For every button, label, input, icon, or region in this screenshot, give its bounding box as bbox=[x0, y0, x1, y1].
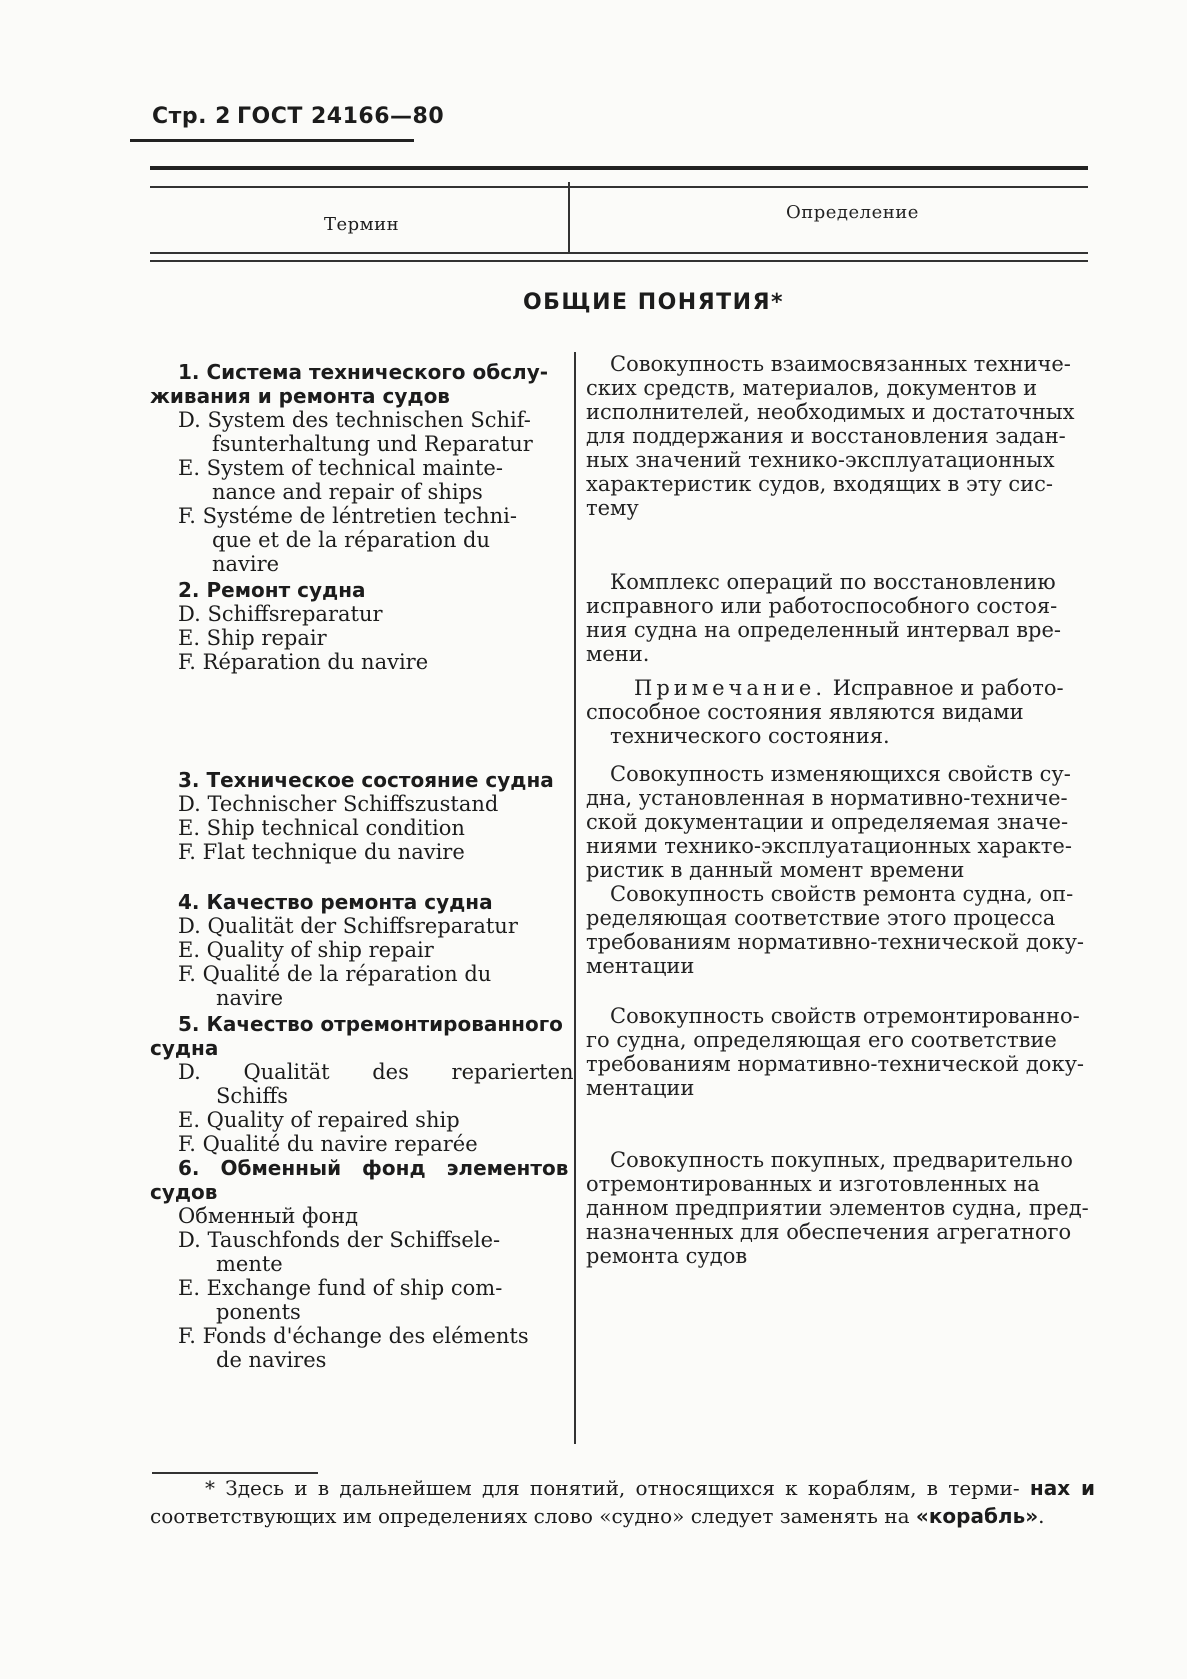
note-text: Исправное и работо- bbox=[826, 676, 1064, 700]
definition-line: назначенных для обеспечения агрегатного bbox=[586, 1220, 1072, 1244]
term-entry-2 bbox=[150, 578, 550, 674]
definition-line: ниями технико-эксплуатационных характе- bbox=[586, 834, 1072, 858]
term-translation: D. Qualität der Schiffsreparatur bbox=[178, 914, 518, 938]
definition-line: ределяющая соответствие этого процесса bbox=[586, 906, 1056, 930]
term-translation: D. Qualität des reparierten bbox=[178, 1060, 574, 1084]
term-translation: navire bbox=[216, 986, 284, 1010]
term-translation: Schiffs bbox=[216, 1084, 289, 1108]
definition-line: требованиям нормативно-технической доку- bbox=[586, 1052, 1085, 1076]
term-entry-5 bbox=[150, 1012, 574, 1156]
footnote bbox=[150, 1474, 1095, 1530]
footnote-text: . bbox=[1038, 1504, 1045, 1528]
section-title: ОБЩИЕ ПОНЯТИЯ* bbox=[522, 290, 785, 315]
term-translation: D. Technischer Schiffszustand bbox=[178, 792, 499, 816]
definition-line: ремонта судов bbox=[586, 1244, 748, 1268]
term-translation: ponents bbox=[216, 1300, 301, 1324]
definition-line: исполнителей, необходимых и достаточных bbox=[586, 400, 1075, 424]
definition-line: данном предприятии элементов судна, пред- bbox=[586, 1196, 1089, 1220]
definition-line: ских средств, материалов, документов и bbox=[586, 376, 1038, 400]
definition-line: Совокупность изменяющихся свойств су- bbox=[610, 762, 1071, 786]
term-translation: nance and repair of ships bbox=[212, 480, 483, 504]
definition-entry-5 bbox=[586, 1004, 1091, 1100]
definition-line: го судна, определяющая его соответствие bbox=[586, 1028, 1057, 1052]
term-translation: de navires bbox=[216, 1348, 327, 1372]
column-header-term: Термин bbox=[324, 214, 400, 235]
definition-line: для поддержания и восстановления задан- bbox=[586, 424, 1066, 448]
column-divider-body bbox=[574, 352, 576, 1444]
definition-line: ристик в данный момент времени bbox=[586, 858, 965, 882]
page-header bbox=[152, 104, 444, 129]
definition-line: дна, установленная в нормативно-техниче- bbox=[586, 786, 1068, 810]
definition-line: Совокупность свойств ремонта судна, оп- bbox=[610, 882, 1074, 906]
footnote-bold: «корабль» bbox=[915, 1504, 1039, 1528]
definition-line: требованиям нормативно-технической доку- bbox=[586, 930, 1085, 954]
definition-line: ных значений технико-эксплуатационных bbox=[586, 448, 1055, 472]
footnote-text: * Здесь и в дальнейшем для понятий, относящихся к кораблям, в терми- bbox=[205, 1476, 1020, 1500]
term-translation: F. Réparation du navire bbox=[178, 650, 429, 674]
definition-line: Совокупность покупных, предварительно bbox=[610, 1148, 1073, 1172]
table-top-rule bbox=[150, 166, 1088, 170]
table-top-rule-thin bbox=[150, 186, 1088, 188]
term-translation: mente bbox=[216, 1252, 283, 1276]
term-ru-line: судов bbox=[150, 1180, 218, 1204]
note-line: технического состояния. bbox=[610, 724, 890, 748]
definition-line: исправного или работоспособного состоя- bbox=[586, 594, 1058, 618]
note-line: способное состояния являются видами bbox=[586, 700, 1024, 724]
term-entry-6 bbox=[150, 1156, 569, 1372]
term-ru-line: 2. Ремонт судна bbox=[178, 578, 366, 602]
term-translation: D. System des technischen Schif- bbox=[178, 408, 531, 432]
term-translation: E. Quality of repaired ship bbox=[178, 1108, 460, 1132]
term-ru-line: живания и ремонта судов bbox=[150, 384, 450, 408]
term-translation: que et de la réparation du bbox=[212, 528, 491, 552]
standard-number: ГОСТ 24166—80 bbox=[236, 104, 445, 129]
definition-line: Совокупность свойств отремонтированно- bbox=[610, 1004, 1080, 1028]
column-header-definition: Определение bbox=[786, 202, 919, 223]
term-entry-1 bbox=[150, 360, 550, 576]
term-translation: E. Quality of ship repair bbox=[178, 938, 434, 962]
term-ru-line: 4. Качество ремонта судна bbox=[178, 890, 493, 914]
term-ru-line: 5. Качество отремонтированного bbox=[178, 1012, 563, 1036]
definition-line: ментации bbox=[586, 954, 695, 978]
term-entry-3 bbox=[150, 768, 554, 864]
term-translation: F. Qualité de la réparation du bbox=[178, 962, 492, 986]
definition-entry-1 bbox=[586, 352, 1091, 520]
term-translation: F. Qualité du navire reparée bbox=[178, 1132, 478, 1156]
term-translation: E. Ship repair bbox=[178, 626, 327, 650]
term-entry-4 bbox=[150, 890, 550, 1010]
note-label: Примечание. bbox=[634, 676, 827, 700]
term-ru-line: 1. Система технического обслу- bbox=[178, 360, 549, 384]
term-translation: F. Fonds d'échange des eléments bbox=[178, 1324, 529, 1348]
definition-line: мени. bbox=[586, 642, 650, 666]
footnote-text: соответствующих им определениях слово «судно» следует заменять на bbox=[150, 1504, 910, 1528]
term-ru-line: 3. Техническое состояние судна bbox=[178, 768, 554, 792]
header-underline bbox=[130, 139, 414, 142]
definition-entry-6 bbox=[586, 1148, 1091, 1268]
definition-line: Совокупность взаимосвязанных техниче- bbox=[610, 352, 1071, 376]
definition-line: ментации bbox=[586, 1076, 695, 1100]
term-ru-line: судна bbox=[150, 1036, 219, 1060]
term-translation: F. Systéme de léntretien techni- bbox=[178, 504, 517, 528]
term-translation: D. Tauschfonds der Schiffsele- bbox=[178, 1228, 501, 1252]
page-number: Стр. 2 bbox=[152, 104, 231, 129]
definition-line: Комплекс операций по восстановлению bbox=[610, 570, 1056, 594]
footnote-bold: нах и bbox=[1029, 1476, 1095, 1500]
term-ru-line: 6. Обменный фонд элементов bbox=[178, 1156, 569, 1180]
term-synonym: Обменный фонд bbox=[178, 1204, 359, 1228]
definition-line: ской документации и определяемая значе- bbox=[586, 810, 1069, 834]
table-header-rule bbox=[150, 252, 1088, 254]
note bbox=[586, 676, 1091, 700]
term-translation: E. Exchange fund of ship com- bbox=[178, 1276, 503, 1300]
definition-line: характеристик судов, входящих в эту сис- bbox=[586, 472, 1054, 496]
term-translation: E. Ship technical condition bbox=[178, 816, 465, 840]
term-translation: F. Flat technique du navire bbox=[178, 840, 465, 864]
definition-entry-2 bbox=[586, 570, 1091, 748]
definition-entry-4 bbox=[586, 882, 1091, 978]
term-translation: fsunterhaltung und Reparatur bbox=[212, 432, 533, 456]
table-header-rule-double bbox=[150, 260, 1088, 262]
term-translation: E. System of technical mainte- bbox=[178, 456, 503, 480]
term-translation: navire bbox=[212, 552, 280, 576]
definition-line: отремонтированных и изготовленных на bbox=[586, 1172, 1040, 1196]
term-translation: D. Schiffsreparatur bbox=[178, 602, 383, 626]
definition-line: ния судна на определенный интервал вре- bbox=[586, 618, 1061, 642]
definition-entry-3 bbox=[586, 762, 1091, 882]
definition-line: тему bbox=[586, 496, 639, 520]
